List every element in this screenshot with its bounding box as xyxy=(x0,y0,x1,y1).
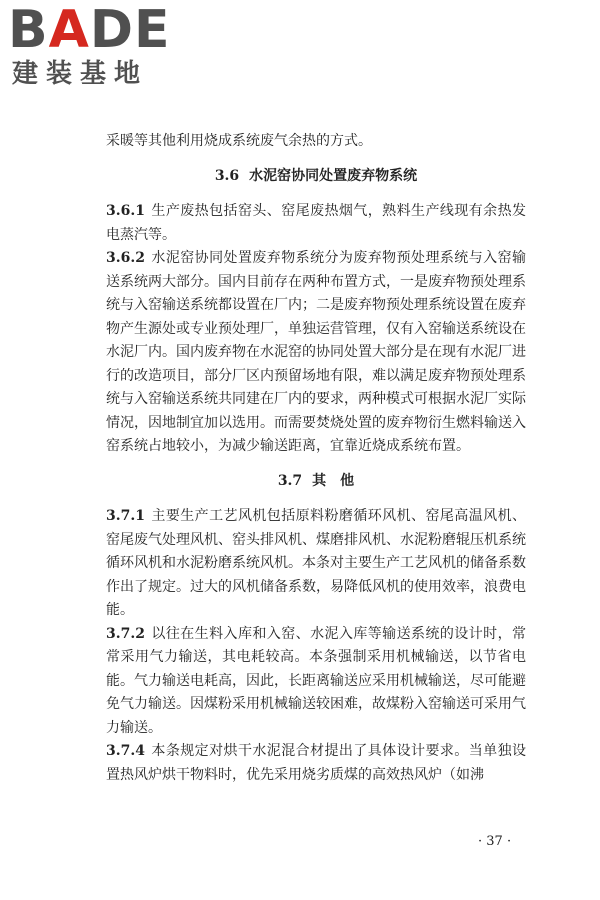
clause-number: 3.7.2 xyxy=(106,625,145,642)
section-number: 3.6 xyxy=(214,167,240,184)
logo-wordmark: BADE xyxy=(8,0,171,60)
page-body xyxy=(106,130,526,787)
logo-subtitle: 建装基地 xyxy=(12,59,149,89)
clause-text: 水泥窑协同处置废弃物系统分为废弃物预处理系统与入窑输送系统两大部分。国内目前存在两种布置方式，一是废弃物预处理系统与入窑输送系统都设置在厂内；二是废弃物预处理系统设置在废弃物产生源处或专业预处理厂，单独运营管理，仅有入窑输送系统设在水泥厂内。国内废弃物在水泥窑的协同处置大部分是在现有水泥厂进行的改造项目，部分厂区内预留场地有限，难以满足废弃物预处理系统与入窑输送系统共同建在厂内的要求，两种模式可根据水泥厂实际情况，因地制宜加以选用。而需要焚烧处置的废弃物衍生燃料输送入窑系统占地较小，为减少输送距离，宜靠近烧成系统布置。 xyxy=(106,250,526,454)
logo xyxy=(8,0,178,94)
clause-3-6-1 xyxy=(106,200,526,247)
clause-3-6-2 xyxy=(106,247,526,459)
clause-number: 3.7.4 xyxy=(106,743,145,759)
clause-3-7-4 xyxy=(106,740,526,787)
clause-text: 生产废热包括窑头、窑尾废热烟气，熟料生产线现有余热发电蒸汽等。 xyxy=(106,203,526,243)
clause-text: 主要生产工艺风机包括原料粉磨循环风机、窑尾高温风机、窑尾废气处理风机、窑头排风机、煤磨排风机、水泥粉磨辊压机系统循环风机和水泥粉磨系统风机。本条对主要生产工艺风机的储备系数作出了规定。过大的风机储备系数，易降低风机的使用效率，浪费电能。 xyxy=(106,508,526,618)
clause-number: 3.6.1 xyxy=(106,203,145,219)
clause-number: 3.6.2 xyxy=(106,250,145,266)
section-heading-3-7 xyxy=(106,470,526,494)
section-number: 3.7 xyxy=(277,472,303,489)
page-number: · 37 · xyxy=(478,834,512,849)
clause-3-7-2 xyxy=(106,623,526,741)
section-title-text: 水泥窑协同处置废弃物系统 xyxy=(249,167,418,184)
continued-paragraph: 采暖等其他利用烧成系统废气余热的方式。 xyxy=(106,133,372,149)
clause-text: 以往在生料入库和入窑、水泥入库等输送系统的设计时，常常采用气力输送，其电耗较高。本条强制采用机械输送，以节省电能。气力输送电耗高，因此，长距离输送应采用机械输送，尽可能避免气力输送。因煤粉采用机械输送较困难，故煤粉入窑输送可采用气力输送。 xyxy=(106,625,526,736)
clause-3-7-1 xyxy=(106,505,526,623)
clause-text: 本条规定对烘干水泥混合材提出了具体设计要求。当单独设置热风炉烘干物料时，优先采用烧劣质煤的高效热风炉（如沸 xyxy=(106,743,526,783)
section-title-text: 其 他 xyxy=(312,472,355,489)
section-heading-3-6 xyxy=(106,165,526,189)
clause-number: 3.7.1 xyxy=(106,508,145,524)
